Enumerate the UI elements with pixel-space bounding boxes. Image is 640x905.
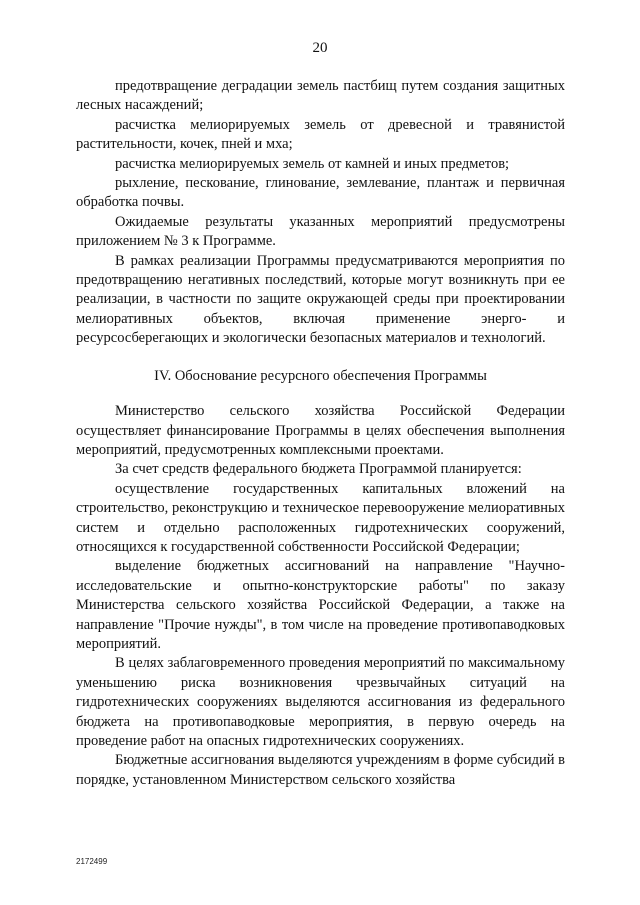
- paragraph: осуществление государственных капитальных вложений на строительство, реконструкцию и техническое перевооружение мелиоративных систем и отдельно расположенных гидротехнических сооружений, относящихся к государственной собственности Российской Федерации;: [76, 480, 565, 555]
- paragraph: рыхление, пескование, глинование, землевание, плантаж и первичная обработка почвы.: [76, 175, 565, 211]
- paragraph: предотвращение деградации земель пастбищ путем создания защитных лесных насаждений;: [76, 78, 565, 114]
- section-heading: IV. Обоснование ресурсного обеспечения Программы: [154, 367, 487, 384]
- paragraph: Ожидаемые результаты указанных мероприятий предусмотрены приложением № 3 к Программе.: [76, 213, 565, 250]
- paragraph: выделение бюджетных ассигнований на направление "Научно-исследовательские и опытно-конструкторские работы" по заказу Министерства сельского хозяйства Российской Федерации, а также на направление "Прочие нужды", в том числе на проведение противопаводковых мероприятий.: [76, 558, 565, 652]
- paragraph: Министерство сельского хозяйства Российской Федерации осуществляет финансирование Программы в целях обеспечения выполнения мероприятий, предусмотренных комплексными проектами.: [76, 403, 565, 458]
- paragraph: расчистка мелиорируемых земель от древесной и травянистой растительности, кочек, пней и мха;: [76, 116, 565, 153]
- paragraph: В рамках реализации Программы предусматриваются мероприятия по предотвращению негативных последствий, которые могут возникнуть при ее реализации, в частности по защите окружающей среды при проектировании мелиоративных объектов, включая применение энерго- и ресурсосберегающих и экологически безопасных материалов и технологий.: [76, 252, 565, 347]
- paragraph: расчистка мелиорируемых земель от камней и иных предметов;: [115, 155, 510, 172]
- page-number: 20: [312, 40, 328, 56]
- document-body: [76, 77, 565, 790]
- document-number: 2172499: [76, 857, 108, 866]
- paragraph: В целях заблаговременного проведения мероприятий по максимальному уменьшению риска возникновения чрезвычайных ситуаций на гидротехнических сооружениях выделяются ассигнования из федерального бюджета на противопаводковые мероприятия, в первую очередь на проведение работ на опасных гидротехнических сооружениях.: [76, 655, 565, 749]
- paragraph: Бюджетные ассигнования выделяются учреждениям в форме субсидий в порядке, установленном Министерством сельского хозяйства: [76, 752, 565, 788]
- paragraph: За счет средств федерального бюджета Программой планируется:: [115, 461, 522, 478]
